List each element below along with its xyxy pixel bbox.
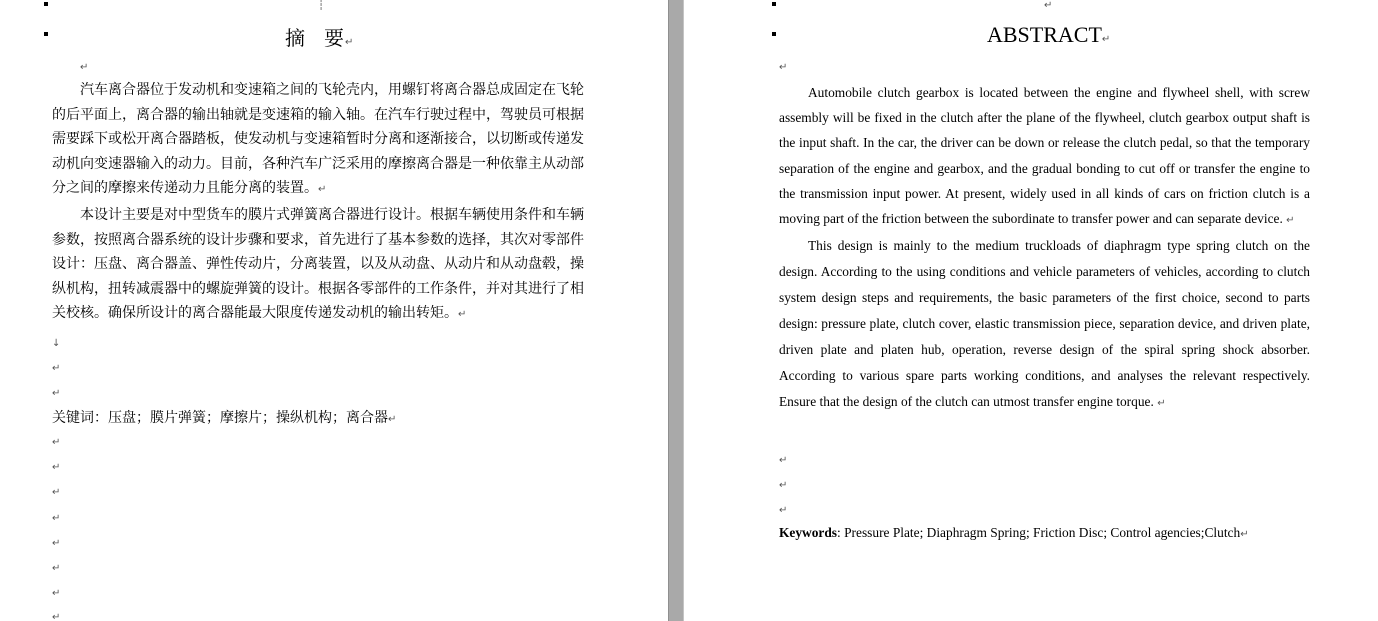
paragraph-mark: ↵ — [52, 563, 61, 574]
page-chinese-abstract[interactable] — [0, 0, 668, 621]
paragraph-mark: ↵ — [52, 538, 61, 549]
keywords-list: : Pressure Plate; Diaphragm Spring; Friction Disc; Control agencies;Clutch — [837, 525, 1241, 540]
paragraph-mark: ↵ — [318, 184, 327, 196]
paragraph-mark: ↵ — [458, 309, 467, 321]
paragraph-mark: ↵ — [1286, 215, 1295, 227]
paragraph-mark: ↵ — [52, 363, 61, 374]
paragraph-mark: ↵ — [52, 462, 61, 473]
paragraph-mark: ↵ — [52, 612, 61, 621]
paragraph-mark: ↵ — [52, 388, 61, 399]
en-keywords — [779, 525, 1249, 541]
paragraph-mark: ↵ — [1240, 529, 1249, 540]
en-abstract-body[interactable] — [779, 80, 1310, 417]
list-bullet-marker — [772, 32, 776, 36]
paragraph-mark: ↵ — [345, 37, 355, 48]
en-paragraph-1: Automobile clutch gearbox is located between the engine and flywheel shell, with screw assembly will be fixed in the clutch after the plane of the flywheel, clutch gearbox output shaft is the input shaft. In the car, the driver can be down or release the clutch pedal, so that the temporary separation of the engine and gearbox, and the gradual bonding to cut off or transfer the engine to the transmission input power. At present, widely used in all kinds of cars on friction clutch is a moving part of the friction between the subordinate to transfer power and can separate device. ↵ — [779, 85, 1310, 227]
section-break-mark: ┆ — [318, 0, 325, 11]
cn-paragraph-2: 本设计主要是对中型货车的膜片式弹簧离合器进行设计。根据车辆使用条件和车辆参数，按照离合器系统的设计步骤和要求，首先进行了基本参数的选择，其次对零部件设计：压盘、离合器盖、弹性传动片，分离装置，以及从动盘、从动片和从动盘毂，操纵机构，扭转减震器中的螺旋弹簧的设计。根据各零部件的工作条件，并对其进行了相关校核。确保所设计的离合器能最大限度传递发动机的输出转矩。↵ — [52, 206, 584, 322]
paragraph-mark: ↵ — [52, 513, 61, 524]
paragraph-mark: ↵ — [779, 505, 788, 516]
en-abstract-title: ABSTRACT↵ — [987, 22, 1111, 47]
paragraph-mark: ↵ — [388, 414, 397, 425]
paragraph-mark: ↵ — [779, 480, 788, 491]
list-bullet-marker — [44, 2, 48, 6]
line-break-mark: ↓ — [52, 338, 61, 349]
cn-keywords: 关键词：压盘；膜片弹簧；摩擦片；操纵机构；离合器↵ — [52, 410, 397, 426]
list-bullet-marker — [772, 2, 776, 6]
cn-abstract-title: 摘 要↵ — [285, 26, 355, 50]
cn-abstract-body[interactable] — [52, 78, 584, 328]
paragraph-mark: ↵ — [779, 62, 788, 73]
paragraph-mark: ↵ — [52, 437, 61, 448]
paragraph-mark: ↵ — [1044, 0, 1053, 11]
en-paragraph-2: This design is mainly to the medium truckloads of diaphragm type spring clutch on the design. According to the using conditions and vehicle parameters of vehicles, according to clutch system design steps and requirements, the basic parameters of the first choice, second to parts design: pressure plate, clutch cover, elastic transmission piece, separation device, and driven plate, driven plate and platen hub, operation, reverse design of the spiral spring shock absorber. According to various spare parts working conditions, and analyses the relevant respectively. Ensure that the design of the clutch can utmost transfer engine torque. ↵ — [779, 238, 1310, 410]
keywords-label: Keywords — [779, 525, 838, 540]
page-gutter — [668, 0, 684, 621]
paragraph-mark: ↵ — [1157, 398, 1166, 410]
paragraph-mark: ↵ — [1101, 34, 1111, 45]
list-bullet-marker — [44, 32, 48, 36]
cn-paragraph-1: 汽车离合器位于发动机和变速箱之间的飞轮壳内，用螺钉将离合器总成固定在飞轮的后平面上，离合器的输出轴就是变速箱的输入轴。在汽车行驶过程中，驾驶员可根据需要踩下或松开离合器踏板，使发动机与变速箱暂时分离和逐渐接合，以切断或传递发动机向变速器输入的动力。目前，各种汽车广泛采用的摩擦离合器是一种依靠主从动部分之间的摩擦来传递动力且能分离的装置。↵ — [52, 82, 584, 197]
paragraph-mark: ↵ — [52, 487, 61, 498]
paragraph-mark: ↵ — [52, 588, 61, 599]
paragraph-mark: ↵ — [80, 62, 89, 73]
paragraph-mark: ↵ — [779, 455, 788, 466]
